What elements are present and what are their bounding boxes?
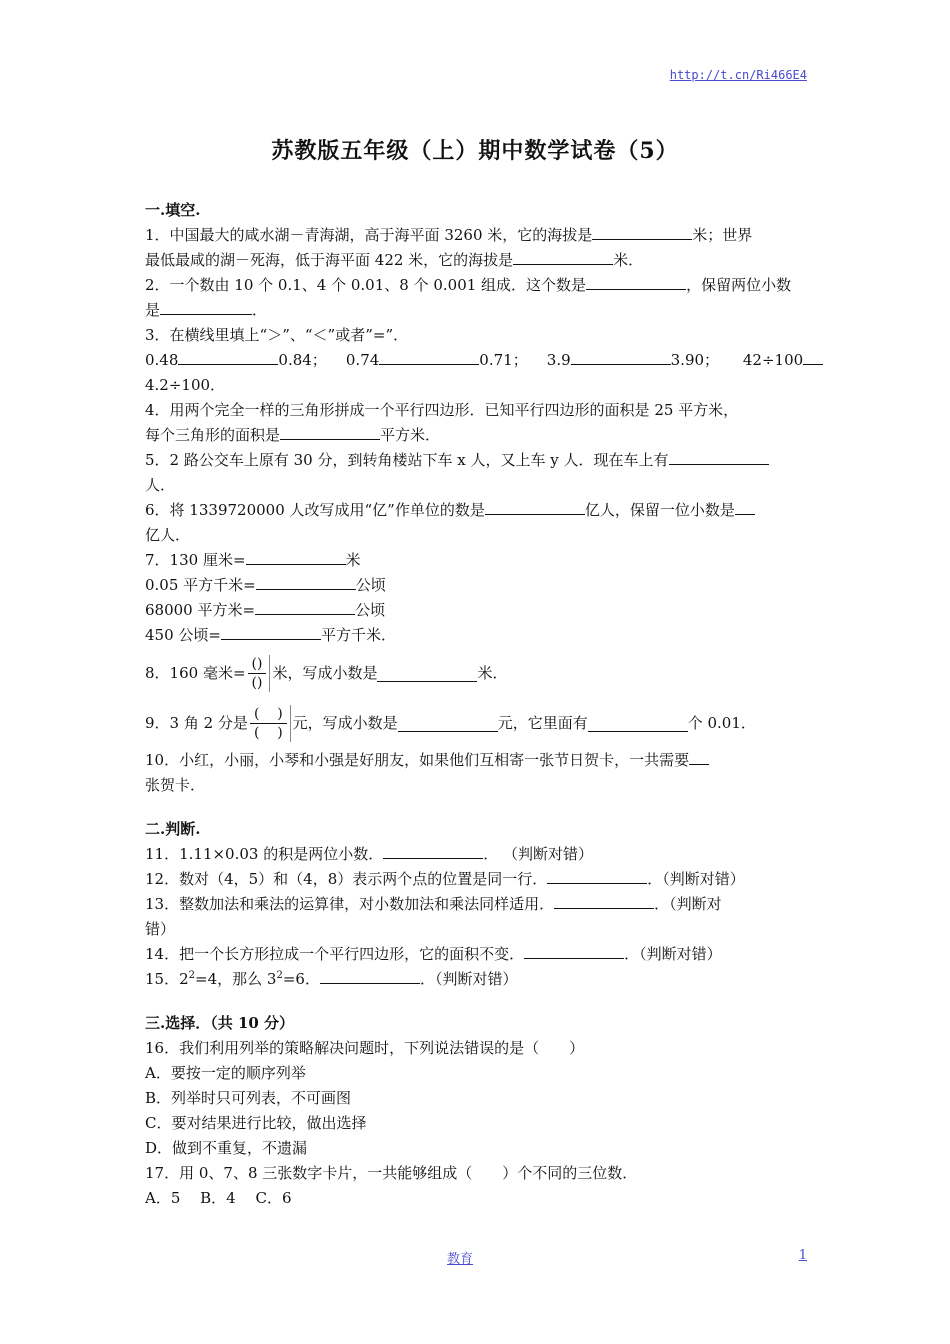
question-4-cont [145,423,810,448]
q6-text-a: 6．将 1339720000 人改写成用“亿”作单位的数是 [145,501,485,519]
question-17 [145,1161,810,1186]
q3-item: 0.84； [278,351,327,369]
q8-text-a: 8．160 毫米= [145,663,246,682]
question-1 [145,223,810,248]
fraction-denominator[interactable]: ( ) [253,724,283,741]
option-label: A．要按一定的顺序列举 [145,1064,306,1082]
q11-text-b: ． （判断对错） [483,845,594,863]
page-title: 苏教版五年级（上）期中数学试卷（5） [271,138,679,164]
q13-text-b: ．（判断对 [654,895,722,913]
answer-blank[interactable] [280,423,380,440]
question-2 [145,273,810,298]
answer-blank[interactable] [246,548,346,565]
option-16a[interactable] [145,1061,810,1086]
answer-blank[interactable] [320,967,420,984]
q10-text-a: 10．小红，小丽，小琴和小强是好朋友，如果他们互相寄一张节日贺卡，一共需要 [145,751,690,769]
q7-unit: 米 [345,551,361,569]
superscript: 2 [188,970,196,981]
question-10-cont [145,773,810,798]
fraction-numerator[interactable]: () [248,655,267,674]
q3-text-c: 4.2÷100． [145,376,226,394]
section-multiple-choice: 三.选择．（共 10 分） [145,1014,295,1032]
question-3-cont [145,373,810,398]
fraction-denominator[interactable]: () [251,674,263,691]
answer-blank[interactable] [178,348,278,365]
q2-text-c: 是 [145,301,161,319]
question-13-cont [145,917,810,942]
q9-text-c: 元，它里面有 [497,713,588,732]
question-6 [145,498,810,523]
fraction [250,705,291,742]
question-6-cont [145,523,810,548]
q11-text-a: 11．1.11×0.03 的积是两位小数． [145,845,384,863]
question-5-cont [145,473,810,498]
question-12 [145,867,810,892]
q3-item: 42÷100 [742,351,804,369]
answer-blank[interactable] [398,715,498,732]
question-10 [145,748,810,773]
q5-text-b: 人． [145,476,176,494]
page-number[interactable]: 1 [798,1248,807,1263]
section-fill-in: 一.填空. [145,201,201,219]
q9-text-a: 9．3 角 2 分是 [145,713,248,732]
question-8 [145,648,810,698]
q9-text-b: 元，写成小数是 [292,713,398,732]
answer-blank[interactable] [689,748,709,765]
fraction [248,655,271,692]
question-11 [145,842,810,867]
question-1-cont [145,248,810,273]
section-true-false: 二.判断. [145,820,201,838]
q13-text-c: 错） [145,920,176,938]
question-5 [145,448,810,473]
q3-item: 3.9 [546,351,571,369]
q7-text: 450 公顷= [145,626,221,644]
option-16b[interactable] [145,1086,810,1111]
option-label: B．列举时只可列表，不可画图 [145,1089,352,1107]
q17-text: 17．用 0、7、8 三张数字卡片，一共能够组成（ ）个不同的三位数． [145,1164,638,1182]
q13-text-a: 13．整数加法和乘法的运算律，对小数加法和乘法同样适用． [145,895,555,913]
answer-blank[interactable] [586,273,686,290]
q7-text: 7．130 厘米= [145,551,246,569]
question-7d [145,623,810,648]
question-7c [145,598,810,623]
question-4 [145,398,810,423]
q7-unit: 公顷 [355,576,386,594]
q15-text-a: 15．2 [145,970,189,988]
answer-blank[interactable] [513,248,613,265]
options-17[interactable] [145,1186,810,1211]
q15-text-b: =4，那么 3 [195,970,277,988]
question-3-items [145,348,810,373]
question-2-cont [145,298,810,323]
answer-blank[interactable] [379,348,479,365]
footer-link[interactable]: 教育 [447,1252,474,1267]
answer-blank[interactable] [256,573,356,590]
answer-blank[interactable] [160,298,252,315]
option-16d[interactable] [145,1136,810,1161]
fraction-numerator[interactable]: ( ) [250,705,287,724]
q10-text-b: 张贺卡． [145,776,206,794]
q1-text-a: 1．中国最大的咸水湖－青海湖，高于海平面 3260 米，它的海拔是 [145,226,593,244]
answer-blank[interactable] [377,665,477,682]
q4-text-b: 每个三角形的面积是 [145,426,281,444]
q7-unit: 公顷 [355,601,386,619]
q7-unit: 平方千米． [320,626,396,644]
q15-text-d: ．（判断对错） [419,970,518,988]
q1-text-b: 米；世界 [692,226,753,244]
answer-blank[interactable] [547,867,647,884]
header-link[interactable]: http://t.cn/Ri466E4 [669,68,807,82]
question-13 [145,892,810,917]
q5-text-a: 5．2 路公交车上原有 30 分，到转角楼站下车 x 人，又上车 y 人．现在车上有 [145,451,669,469]
q7-text: 0.05 平方千米= [145,576,256,594]
answer-blank[interactable] [383,842,483,859]
question-14 [145,942,810,967]
option-label: A．5 B．4 C．6 [145,1189,292,1207]
question-9 [145,698,810,748]
question-15 [145,967,810,992]
q1-text-c: 最低最咸的湖－死海，低于海平面 422 米，它的海拔是 [145,251,514,269]
option-label: C．要对结果进行比较，做出选择 [145,1114,367,1132]
q3-item: 0.74 [345,351,380,369]
answer-blank[interactable] [524,942,624,959]
q16-text: 16．我们利用列举的策略解决问题时，下列说法错误的是（ ） [145,1039,585,1057]
question-7b [145,573,810,598]
q4-text-c: 平方米． [380,426,441,444]
answer-blank[interactable] [554,892,654,909]
exam-content [145,198,810,1211]
q3-item: 0.48 [145,351,179,369]
q2-text-b: ，保留两位小数 [686,276,792,294]
answer-blank[interactable] [571,348,671,365]
question-7a [145,548,810,573]
q9-text-d: 个 0.01． [687,713,756,732]
q14-text-a: 14．把一个长方形拉成一个平行四边形，它的面积不变． [145,945,525,963]
q8-text-c: 米． [477,663,508,682]
q4-text-a: 4．用两个完全一样的三角形拼成一个平行四边形．已知平行四边形的面积是 25 平方米， [145,401,739,419]
q7-text: 68000 平方米= [145,601,256,619]
q3-item: 3.90； [670,351,720,369]
answer-blank[interactable] [669,448,769,465]
q2-text-a: 2．一个数由 10 个 0.1、4 个 0.01、8 个 0.001 组成．这个数是 [145,276,587,294]
q12-text-b: ．（判断对错） [647,870,745,888]
q1-text-d: 米． [613,251,644,269]
answer-blank[interactable] [221,623,321,640]
q3-text-a: 3．在横线里填上“＞”、“＜”或者”=”． [145,326,409,344]
superscript: 2 [276,970,283,981]
q6-text-b: 亿人，保留一位小数是 [584,501,735,519]
q6-text-c: 亿人． [145,526,191,544]
q14-text-b: ．（判断对错） [624,945,722,963]
answer-blank[interactable] [803,348,823,365]
option-16c[interactable] [145,1111,810,1136]
q15-text-c: =6． [282,970,320,988]
answer-blank[interactable] [735,498,755,515]
answer-blank[interactable] [588,715,688,732]
option-label: D．做到不重复，不遗漏 [145,1139,308,1157]
answer-blank[interactable] [255,598,355,615]
q2-text-d: ． [252,301,268,319]
q3-item: 0.71； [479,351,528,369]
question-16 [145,1036,810,1061]
answer-blank[interactable] [592,223,692,240]
q12-text-a: 12．数对（4，5）和（4，8）表示两个点的位置是同一行． [145,870,548,888]
answer-blank[interactable] [485,498,585,515]
question-3 [145,323,810,348]
q8-text-b: 米，写成小数是 [272,663,378,682]
